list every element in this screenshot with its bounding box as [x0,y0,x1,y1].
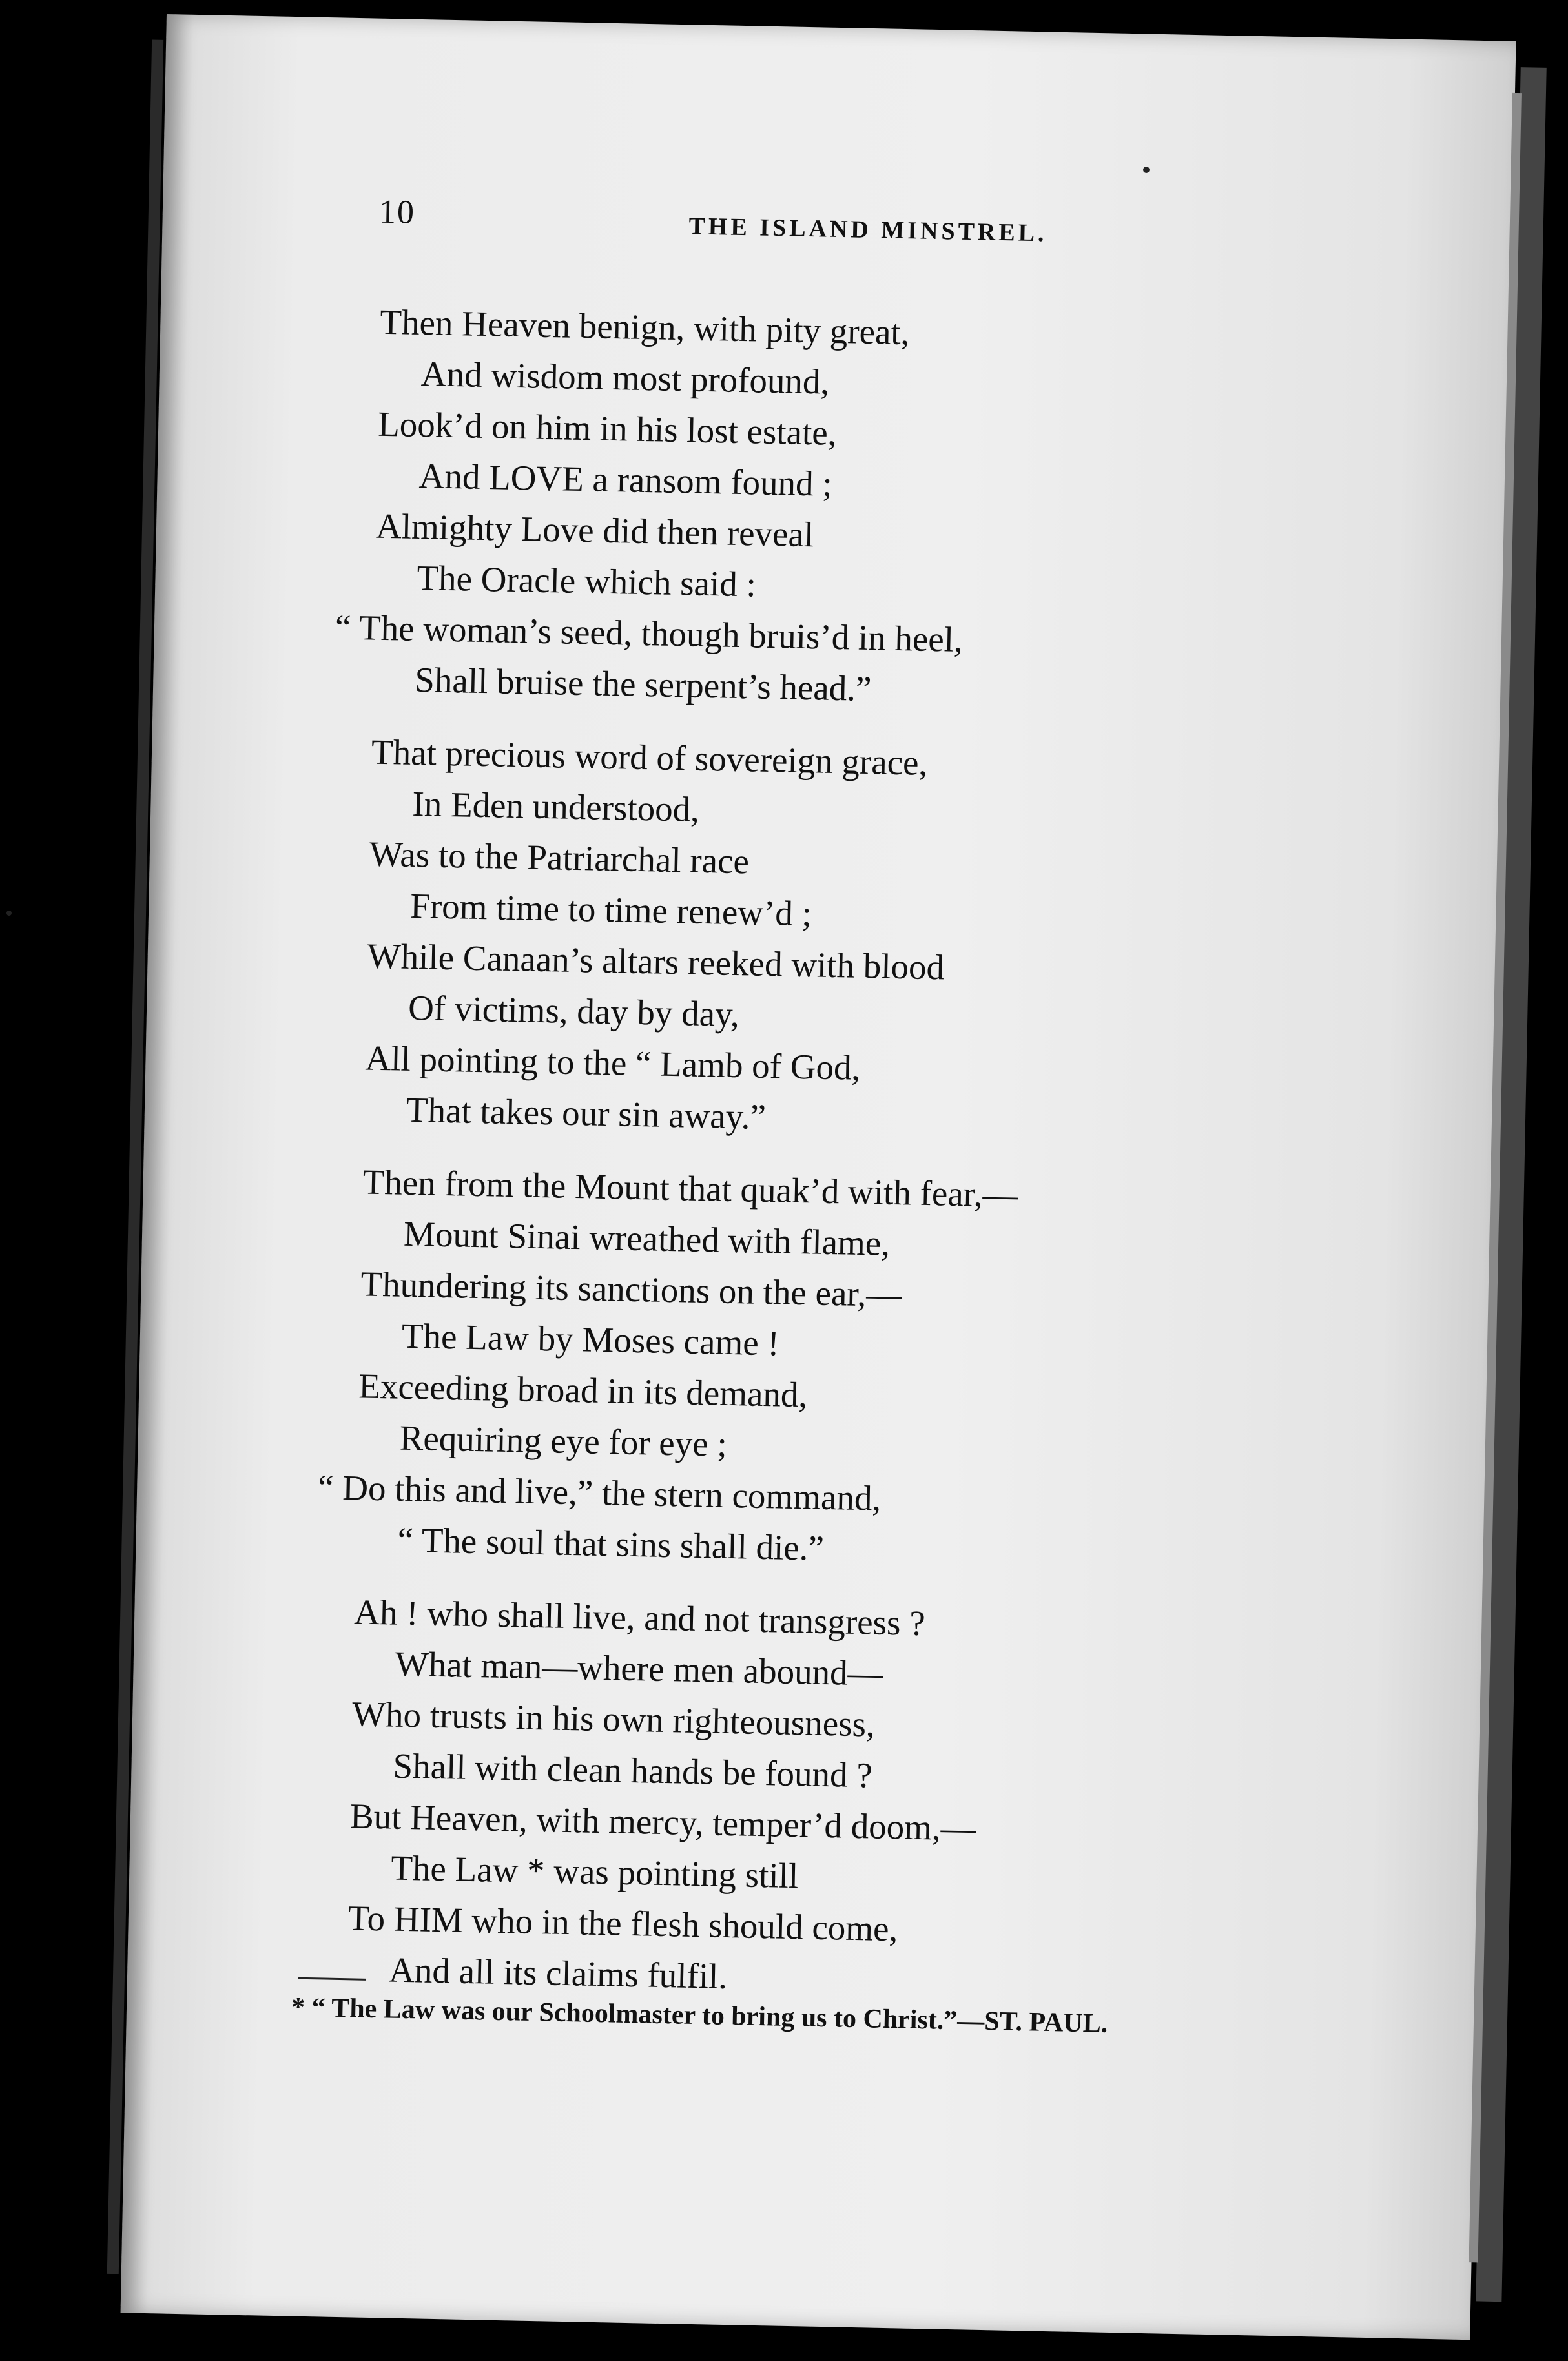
poem-line: “ The woman’s seed, though bruis’d in heel, [335,607,964,659]
poem-line: Requiring eye for eye ; [399,1418,728,1464]
poem-line: Was to the Patriarchal race [369,834,750,882]
poem-line: Then Heaven benign, with pity great, [379,302,911,353]
print-speck [6,911,12,916]
footnote-text: * “ The Law was our Schoolmaster to bring us to Christ.”—ST. PAUL. [291,1992,1108,2039]
poem-line: Shall bruise the serpent’s head.” [414,659,872,709]
poem-line: Ah ! who shall live, and not transgress ? [353,1592,926,1644]
poem-line: Mount Sinai wreathed with flame, [403,1213,891,1263]
poem-line: All pointing to the “ Lamb of God, [365,1038,861,1088]
poem-line: What man—where men abound— [395,1644,884,1693]
poem-line: And all its claims fulfil. [388,1950,728,1997]
poem-line: Look’d on him in his lost estate, [377,404,838,453]
stanza-1 [335,296,1349,724]
poem-body [317,296,1349,2036]
page-number: 10 [378,193,416,231]
poem-line: The Law by Moses came ! [401,1315,780,1363]
stanza-3 [317,1156,1332,1583]
poem-line: To HIM who in the flesh should come, [347,1898,898,1949]
poem-line: From time to time renew’d ; [409,885,812,934]
stanza-4 [347,1586,1323,2014]
poem-line: Then from the Mount that quak’d with fear,— [362,1162,1019,1215]
book-page [121,14,1516,2340]
poem-line: That precious word of sovereign grace, [371,732,928,783]
poem-line: While Canaan’s altars reeked with blood [367,936,945,987]
poem-line: Exceeding broad in its demand, [358,1366,808,1415]
poem-line: “ The soul that sins shall die.” [397,1520,825,1568]
poem-line: Almighty Love did then reveal [375,506,814,555]
poem-line: And wisdom most profound, [420,354,830,402]
page-header [378,193,1283,263]
poem-line: In Eden understood, [411,783,700,829]
poem-line: Of victims, day by day, [407,987,740,1035]
left-page-edge [107,40,163,2274]
poem-line: The Law * was pointing still [390,1848,799,1896]
poem-line: Who trusts in his own righteousness, [351,1694,876,1744]
poem-line: The Oracle which said : [416,557,757,604]
poem-line: And LOVE a ransom found ; [418,455,833,504]
running-title: THE ISLAND MINSTREL. [688,212,1047,247]
poem-line: Shall with clean hands be found ? [393,1746,873,1795]
poem-line: That takes our sin away.” [406,1089,767,1137]
stanza-2 [364,727,1340,1154]
print-speck [1143,167,1150,173]
poem-line: But Heaven, with mercy, temper’d doom,— [349,1796,977,1848]
poem-line: Thundering its sanctions on the ear,— [360,1264,902,1315]
poem-line: “ Do this and live,” the stern command, [317,1467,882,1518]
